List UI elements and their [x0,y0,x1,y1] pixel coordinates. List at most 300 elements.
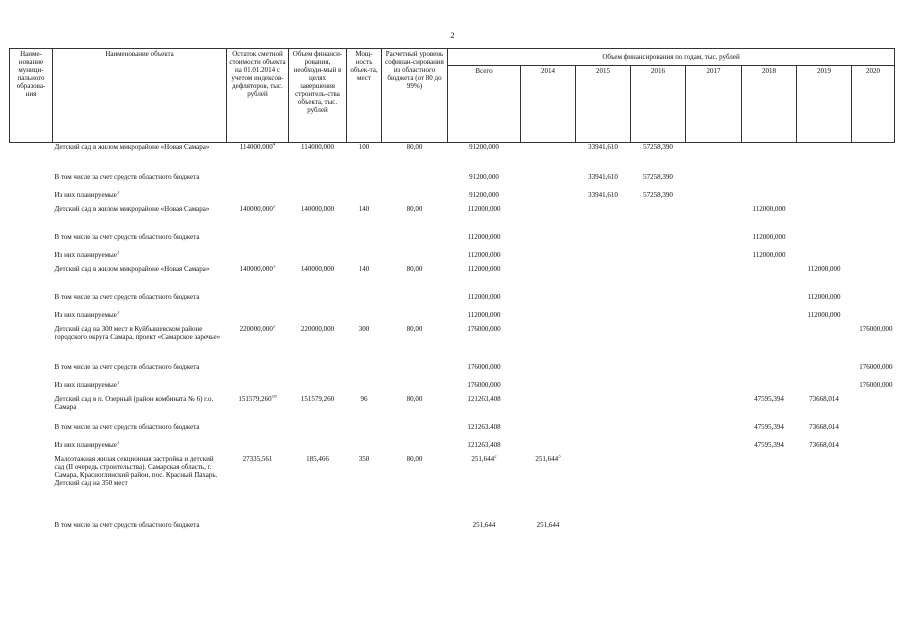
table-cell-y2016 [631,143,686,173]
table-cell-remaining [227,233,289,251]
table-cell-y2020 [852,293,895,311]
table-cell-y2017 [686,325,742,363]
table-cell-y2020 [852,521,895,541]
table-cell-capacity [347,381,382,395]
table-cell-y2017 [686,441,742,455]
cell-value: 80,00 [406,204,423,213]
table-cell-y2016 [631,233,686,251]
table-cell-remaining [227,173,289,191]
table-cell-name [53,423,227,441]
table-cell-volume [289,265,347,293]
table-cell-y2016 [631,455,686,521]
cell-value: 112000,000 [807,264,841,273]
table-cell-level [382,265,448,293]
cell-value: В том числе за счет средств областного бюджета [54,232,200,241]
table-cell-total [448,381,521,395]
table-cell-y2020 [852,363,895,381]
table-cell-name [53,251,227,265]
table-cell-volume [289,441,347,455]
cell-value: 96 [360,394,368,403]
cell-value: 140000,000 [300,264,335,273]
table-cell-municipality [10,233,53,251]
table-cell-y2017 [686,173,742,191]
table-row [10,311,895,325]
header-year-2018: 2018 [742,66,797,143]
table-cell-name [53,173,227,191]
table-row [10,293,895,311]
table-row [10,265,895,293]
table-cell-level [382,293,448,311]
header-municipality: Наиме- нование муници- пального образова- ния [10,49,53,143]
table-cell-name [53,455,227,521]
table-cell-y2014 [521,521,576,541]
table-cell-y2019 [797,143,852,173]
footnote-mark: 1 [116,190,120,196]
cell-value: 80,00 [406,143,423,151]
cell-value: 91200,000 [469,143,499,151]
table-cell-capacity [347,293,382,311]
table-cell-municipality [10,173,53,191]
table-cell-level [382,233,448,251]
table-cell-total [448,363,521,381]
table-cell-y2015 [576,143,631,173]
cell-value: Детский сад в п. Озерный (район комбината № 6) г.о. Самара [54,394,214,411]
table-cell-level [382,191,448,205]
cell-value: 114000,000 [239,143,273,151]
cell-value: 47595,394 [754,440,784,449]
table-cell-volume [289,423,347,441]
table-row [10,173,895,191]
table-cell-name [53,191,227,205]
table-cell-y2015 [576,325,631,363]
table-cell-name [53,143,227,173]
table-cell-capacity [347,251,382,265]
table-cell-capacity [347,233,382,251]
table-cell-volume [289,173,347,191]
table-cell-municipality [10,205,53,233]
cell-value: 27335,561 [242,454,273,463]
table-cell-volume [289,381,347,395]
financing-table [9,48,895,541]
header-total: Всего [448,66,521,143]
table-cell-y2015 [576,363,631,381]
cell-value: 140000,000 [239,204,273,213]
table-cell-y2014 [521,363,576,381]
footnote-mark: 1 [116,380,120,386]
table-cell-capacity [347,143,382,173]
table-cell-y2020 [852,251,895,265]
cell-value: 176000,000 [467,324,501,333]
table-cell-total [448,205,521,233]
table-cell-municipality [10,423,53,441]
table-cell-name [53,233,227,251]
table-cell-municipality [10,251,53,265]
page-number: 2 [450,31,455,40]
table-cell-y2014 [521,173,576,191]
table-cell-level [382,173,448,191]
table-cell-municipality [10,311,53,325]
table-cell-y2015 [576,265,631,293]
table-cell-name [53,363,227,381]
cell-value: 112000,000 [752,204,786,213]
table-cell-y2017 [686,521,742,541]
table-cell-y2019 [797,311,852,325]
table-cell-y2019 [797,265,852,293]
table-cell-y2016 [631,395,686,423]
table-cell-total [448,233,521,251]
table-cell-y2018 [742,191,797,205]
table-cell-y2019 [797,325,852,363]
footnote-mark: 5 [272,264,276,270]
table-cell-y2014 [521,395,576,423]
table-cell-remaining [227,325,289,363]
cell-value: 350 [358,454,370,463]
table-cell-y2017 [686,293,742,311]
table-cell-remaining [227,191,289,205]
header-financing-volume: Объем финанси-рования, необходи-мый в целях завершения строитель-ства объекта, тыс. рублей [289,49,347,143]
table-cell-y2019 [797,455,852,521]
header-year-2019: 2019 [797,66,852,143]
header-by-years: Объем финансирования по годам, тыс. рублей [448,49,895,66]
table-cell-municipality [10,265,53,293]
table-cell-total [448,173,521,191]
table-cell-remaining [227,311,289,325]
cell-value: 80,00 [406,454,423,463]
cell-value: Из них планируемые [54,310,117,319]
cell-value: 91200,000 [469,172,499,181]
table-cell-y2018 [742,293,797,311]
table-cell-y2019 [797,251,852,265]
table-cell-total [448,265,521,293]
table-cell-capacity [347,205,382,233]
cell-value: 140 [358,204,370,213]
table-cell-remaining [227,381,289,395]
cell-value: 176000,000 [467,380,501,389]
table-cell-y2015 [576,395,631,423]
table-cell-y2020 [852,143,895,173]
table-cell-y2019 [797,521,852,541]
table-cell-volume [289,395,347,423]
table-cell-municipality [10,293,53,311]
table-row [10,325,895,363]
table-cell-name [53,521,227,541]
table-cell-y2014 [521,205,576,233]
table-cell-y2019 [797,233,852,251]
footnote-mark: 1 [116,310,120,316]
table-cell-volume [289,205,347,233]
table-cell-y2016 [631,191,686,205]
cell-value: 251,644 [536,520,560,529]
table-cell-y2017 [686,395,742,423]
table-cell-y2020 [852,395,895,423]
table-cell-y2014 [521,381,576,395]
table-cell-y2014 [521,455,576,521]
table-cell-y2014 [521,311,576,325]
table-cell-y2020 [852,173,895,191]
table-cell-y2020 [852,233,895,251]
table-cell-y2016 [631,293,686,311]
table-cell-total [448,143,521,173]
table-cell-y2017 [686,233,742,251]
cell-value: 185,466 [306,454,329,463]
header-cofinancing-level: Расчетный уровень софинан-сирования из областного бюджета (от 80 до 99%) [382,49,448,143]
table-cell-municipality [10,325,53,363]
table-cell-y2016 [631,325,686,363]
table-cell-volume [289,251,347,265]
table-cell-y2015 [576,205,631,233]
table-cell-y2018 [742,265,797,293]
cell-value: 176000,000 [859,362,893,371]
cell-value: 220000,000 [300,324,335,333]
cell-value: Детский сад в жилом микрорайоне «Новая Самара» [54,143,210,151]
table-cell-y2019 [797,293,852,311]
cell-value: 73668,014 [809,440,839,449]
table-cell-volume [289,293,347,311]
table-cell-remaining [227,521,289,541]
cell-value: 121263,408 [467,422,501,431]
table-cell-level [382,395,448,423]
cell-value: 47595,394 [754,422,784,431]
table-cell-y2015 [576,251,631,265]
table-cell-y2019 [797,191,852,205]
table-cell-y2014 [521,423,576,441]
table-cell-capacity [347,423,382,441]
table-cell-y2015 [576,173,631,191]
cell-value: Из них планируемые [54,190,117,199]
cell-value: 57258,390 [643,190,673,199]
table-cell-volume [289,311,347,325]
table-cell-y2018 [742,311,797,325]
cell-value: 47595,394 [754,394,784,403]
table-cell-y2018 [742,423,797,441]
table-cell-remaining [227,455,289,521]
footnote-mark: 1 [116,440,120,446]
table-cell-y2019 [797,381,852,395]
table-cell-y2017 [686,311,742,325]
cell-value: 112000,000 [467,232,501,241]
cell-value: В том числе за счет средств областного бюджета [54,520,200,529]
table-cell-y2018 [742,325,797,363]
table-cell-municipality [10,455,53,521]
cell-value: 112000,000 [467,250,501,259]
table-cell-total [448,423,521,441]
table-cell-municipality [10,191,53,205]
table-cell-name [53,325,227,363]
cell-value: Из них планируемые [54,440,117,449]
table-cell-y2020 [852,191,895,205]
header-year-2016: 2016 [631,66,686,143]
table-cell-level [382,311,448,325]
table-cell-total [448,455,521,521]
footnote-mark: 1 [116,250,120,256]
table-cell-y2019 [797,205,852,233]
table-row [10,233,895,251]
table-cell-y2015 [576,521,631,541]
table-row [10,205,895,233]
table-cell-remaining [227,293,289,311]
table-cell-total [448,395,521,423]
cell-value: Детский сад в жилом микрорайоне «Новая Самара» [54,204,210,213]
table-cell-y2014 [521,251,576,265]
footnote-mark: 18 [271,394,277,400]
cell-value: В том числе за счет средств областного бюджета [54,292,200,301]
table-cell-y2015 [576,293,631,311]
table-cell-capacity [347,325,382,363]
table-cell-volume [289,143,347,173]
table-cell-level [382,521,448,541]
table-cell-y2020 [852,265,895,293]
table-cell-y2017 [686,205,742,233]
cell-value: 251,644 [471,454,495,463]
cell-value: 114000,000 [301,143,334,151]
table-cell-y2018 [742,441,797,455]
table-cell-volume [289,363,347,381]
table-cell-y2016 [631,521,686,541]
cell-value: 112000,000 [467,310,501,319]
table-cell-y2020 [852,311,895,325]
table-cell-name [53,265,227,293]
table-cell-capacity [347,363,382,381]
table-cell-capacity [347,455,382,521]
table-cell-y2014 [521,293,576,311]
table-cell-total [448,521,521,541]
table-cell-level [382,205,448,233]
cell-value: 176000,000 [859,324,893,333]
cell-value: 251,644 [535,454,559,463]
table-cell-y2016 [631,423,686,441]
table-cell-municipality [10,521,53,541]
table-cell-name [53,293,227,311]
table-cell-y2018 [742,251,797,265]
table-cell-municipality [10,143,53,173]
cell-value: 151579,260 [300,394,335,403]
table-cell-capacity [347,521,382,541]
cell-value: Малоэтажная жилая секционная застройка и детский сад (II очередь строительства). Самарская область, г. Самара, Красноглинский район, пос. Красный Пахарь. Детский сад на 350 мест [54,454,218,487]
cell-value: 140 [358,264,370,273]
header-year-2017: 2017 [686,66,742,143]
cell-value: 57258,390 [643,143,673,151]
table-cell-total [448,325,521,363]
table-cell-remaining [227,251,289,265]
cell-value: 112000,000 [807,292,841,301]
table-cell-y2019 [797,441,852,455]
table-row [10,521,895,541]
table-cell-y2016 [631,311,686,325]
table-cell-name [53,205,227,233]
table-cell-total [448,251,521,265]
table-cell-level [382,455,448,521]
table-cell-level [382,381,448,395]
table-cell-level [382,441,448,455]
table-cell-remaining [227,143,289,173]
table-row [10,455,895,521]
table-cell-y2015 [576,233,631,251]
table-row [10,441,895,455]
cell-value: 112000,000 [467,264,501,273]
table-cell-y2020 [852,455,895,521]
table-cell-y2015 [576,381,631,395]
table-row [10,143,895,173]
table-body [10,143,895,541]
table-cell-name [53,311,227,325]
cell-value: 151579,260 [238,394,272,403]
footnote-mark: 3 [558,454,561,460]
cell-value: В том числе за счет средств областного бюджета [54,172,200,181]
table-cell-y2018 [742,455,797,521]
table-cell-y2020 [852,205,895,233]
cell-value: 100 [358,143,370,151]
table-cell-municipality [10,395,53,423]
table-cell-y2019 [797,363,852,381]
table-cell-y2017 [686,191,742,205]
table-cell-y2017 [686,455,742,521]
cell-value: Из них планируемые [54,380,117,389]
footnote-mark: 5 [272,324,276,330]
cell-value: 80,00 [406,394,423,403]
table-cell-remaining [227,363,289,381]
table-cell-y2015 [576,423,631,441]
table-cell-y2014 [521,143,576,173]
table-cell-name [53,395,227,423]
header-year-2015: 2015 [576,66,631,143]
cell-value: Детский сад в жилом микрорайоне «Новая Самара» [54,264,210,273]
table-cell-y2020 [852,381,895,395]
table-cell-remaining [227,265,289,293]
table-cell-level [382,143,448,173]
table-cell-volume [289,191,347,205]
table-cell-y2014 [521,441,576,455]
table-cell-total [448,441,521,455]
cell-value: 251,644 [472,520,496,529]
cell-value: 176000,000 [467,362,501,371]
cell-value: 176000,000 [859,380,893,389]
cell-value: 140000,000 [300,204,335,213]
header-object-name: Наименование объекта [53,49,227,143]
table-row [10,251,895,265]
table-row [10,363,895,381]
table-row [10,423,895,441]
table-cell-y2018 [742,143,797,173]
cell-value: 121263,408 [467,440,501,449]
footnote-mark: 2 [494,454,497,460]
cell-value: 112000,000 [467,292,501,301]
table-cell-y2018 [742,521,797,541]
cell-value: Из них планируемые [54,250,117,259]
table-cell-level [382,363,448,381]
cell-value: 33941,610 [588,172,618,181]
table-cell-y2017 [686,423,742,441]
cell-value: 300 [358,324,370,333]
table-cell-y2017 [686,143,742,173]
table-cell-y2020 [852,325,895,363]
cell-value: 80,00 [406,264,423,273]
table-cell-y2014 [521,233,576,251]
table-cell-y2019 [797,173,852,191]
cell-value: В том числе за счет средств областного бюджета [54,422,200,431]
table-cell-capacity [347,265,382,293]
footnote-mark: 5 [272,204,276,210]
cell-value: 80,00 [406,324,423,333]
header-capacity: Мощ-ность объек-та, мест [347,49,382,143]
table-cell-y2014 [521,191,576,205]
cell-value: 112000,000 [752,250,786,259]
table-cell-y2015 [576,455,631,521]
table-row [10,191,895,205]
table-cell-y2017 [686,363,742,381]
footnote-mark: 4 [272,142,276,148]
table-cell-y2018 [742,381,797,395]
cell-value: 33941,610 [588,190,618,199]
